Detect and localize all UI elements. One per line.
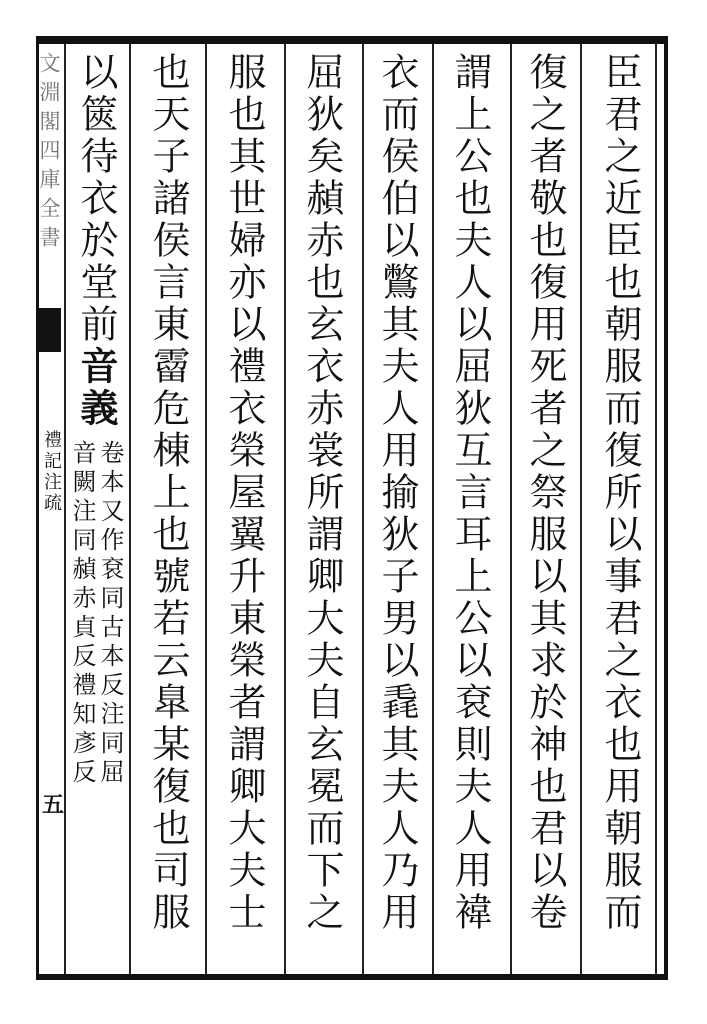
text-column-4: 衣而侯伯以鷩其夫人用揄狄子男以毳其夫人乃用 [375, 52, 419, 934]
frame-bottom-border [36, 974, 668, 980]
text-column-6: 服也其世婦亦以禮衣榮屋翼升東榮者謂卿大夫士 [222, 52, 266, 934]
text-column-8 [66, 52, 122, 972]
annotation-left: 音闕注同赬赤貞反禮知彥反 [68, 440, 96, 788]
frame-inner-right-border [655, 44, 657, 974]
last-column-main [70, 52, 122, 430]
yinyi-heading: 音義 [74, 346, 119, 430]
fishtail-mark [39, 308, 61, 352]
text-column-3: 謂上公也夫人以屈狄互言耳上公以袞則夫人用褘 [448, 52, 492, 934]
chapter-title: 禮記注疏 [41, 430, 62, 514]
column-rule [432, 44, 434, 974]
column-rule [129, 44, 131, 974]
page-number: 五 [42, 792, 65, 818]
frame-right-border [664, 36, 668, 980]
column-rule [284, 44, 286, 974]
annotation-right: 卷本又作袞同古本反注同屈 [96, 440, 124, 788]
text-column-5: 屈狄矣赬赤也玄衣赤裳所謂卿大夫自玄冕而下之 [300, 52, 344, 934]
book-title: 文淵閣四庫全書 [37, 52, 61, 255]
text-column-2: 復之者敬也復用死者之祭服以其求於神也君以卷 [523, 52, 567, 934]
column-rule [362, 44, 364, 974]
last-column-text: 以篋待衣於堂前 [74, 52, 118, 346]
column-rule [510, 44, 512, 974]
text-column-1: 臣君之近臣也朝服而復所以事君之衣也用朝服而 [598, 52, 642, 934]
column-rule [205, 44, 207, 974]
column-rule [580, 44, 582, 974]
frame-top-border [36, 36, 668, 44]
text-column-7: 也天子諸侯言東霤危棟上也號若云臯某復也司服 [146, 52, 190, 934]
